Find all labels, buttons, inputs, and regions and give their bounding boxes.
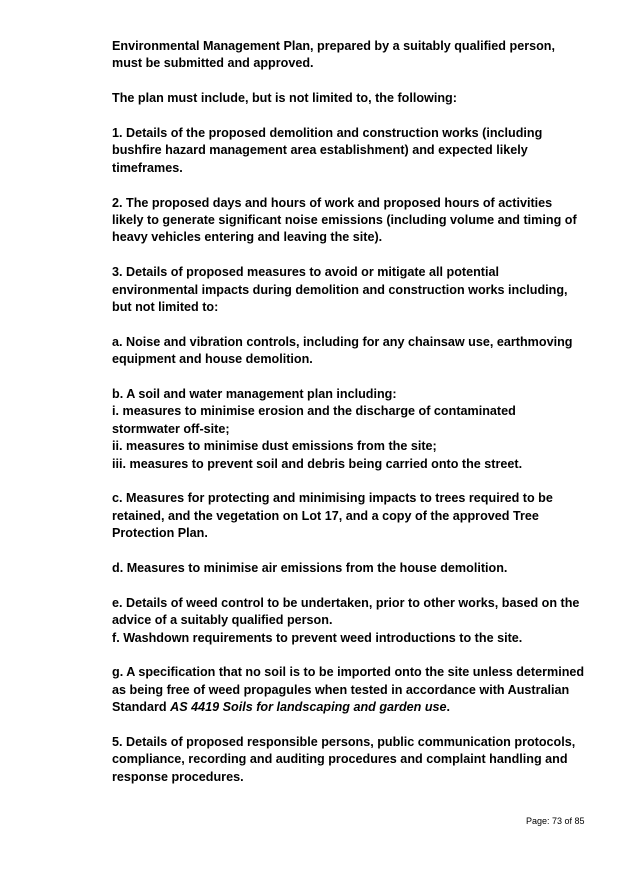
text-line: advice of a suitably qualified person. [112,613,333,628]
item-3c-paragraph [112,490,592,542]
text-line: must be submitted and approved. [112,56,314,71]
page-number: Page: 73 of 85 [526,816,585,826]
item-3b-paragraph [112,386,592,473]
item-3a-paragraph [112,334,592,369]
standard-prefix: Standard [112,700,171,715]
item-3e-f-paragraph [112,595,592,647]
text-line: equipment and house demolition. [112,352,313,367]
item-5-paragraph [112,734,592,786]
standard-reference-line [112,699,592,716]
text-line: Environmental Management Plan, prepared by a suitably qualified person, [112,39,555,53]
text-line: timeframes. [112,160,183,175]
text-line: heavy vehicles entering and leaving the site). [112,230,383,245]
text-line: a. Noise and vibration controls, including for any chainsaw use, earthmoving [112,334,573,349]
text-line: iii. measures to prevent soil and debris being carried onto the street. [112,456,523,471]
text-line: retained, and the vegetation on Lot 17, and a copy of the approved Tree [112,508,539,523]
text-line: but not limited to: [112,300,219,315]
item-3d-paragraph [112,560,592,577]
standard-suffix: . [446,700,451,715]
item-3g-paragraph [112,664,592,716]
text-line: f. Washdown requirements to prevent weed introductions to the site. [112,630,523,645]
text-line: The plan must include, but is not limited to, the following: [112,91,457,106]
text-line: as being free of weed propagules when tested in accordance with Australian [112,682,570,697]
text-line: 2. The proposed days and hours of work and proposed hours of activities [112,195,553,210]
plan-requirements-intro [112,90,592,107]
item-2-paragraph [112,195,592,247]
text-line: 1. Details of the proposed demolition and construction works (including [112,126,543,140]
text-line: compliance, recording and auditing procedures and complaint handling and [112,752,568,767]
text-line: e. Details of weed control to be undertaken, prior to other works, based on the [112,595,580,610]
text-line: 3. Details of proposed measures to avoid or mitigate all potential [112,265,499,280]
text-line: i. measures to minimise erosion and the discharge of contaminated [112,404,516,419]
text-line: g. A specification that no soil is to be imported onto the site unless determined [112,665,585,680]
intro-paragraph [112,38,592,73]
text-line: ii. measures to minimise dust emissions from the site; [112,439,437,454]
text-line: b. A soil and water management plan including: [112,387,397,402]
text-line: likely to generate significant noise emissions (including volume and timing of [112,213,577,228]
text-line: Protection Plan. [112,526,208,541]
item-3-paragraph [112,264,592,316]
text-line: bushfire hazard management area establishment) and expected likely [112,143,528,158]
standard-title: AS 4419 Soils for landscaping and garden use [170,700,447,715]
text-line: response procedures. [112,769,244,784]
text-line: c. Measures for protecting and minimising impacts to trees required to be [112,491,553,506]
document-body [112,38,592,804]
item-1-paragraph [112,125,592,177]
text-line: d. Measures to minimise air emissions from the house demolition. [112,561,508,576]
text-line: 5. Details of proposed responsible persons, public communication protocols, [112,735,576,750]
text-line: stormwater off-site; [112,421,230,436]
text-line: environmental impacts during demolition and construction works including, [112,282,568,297]
